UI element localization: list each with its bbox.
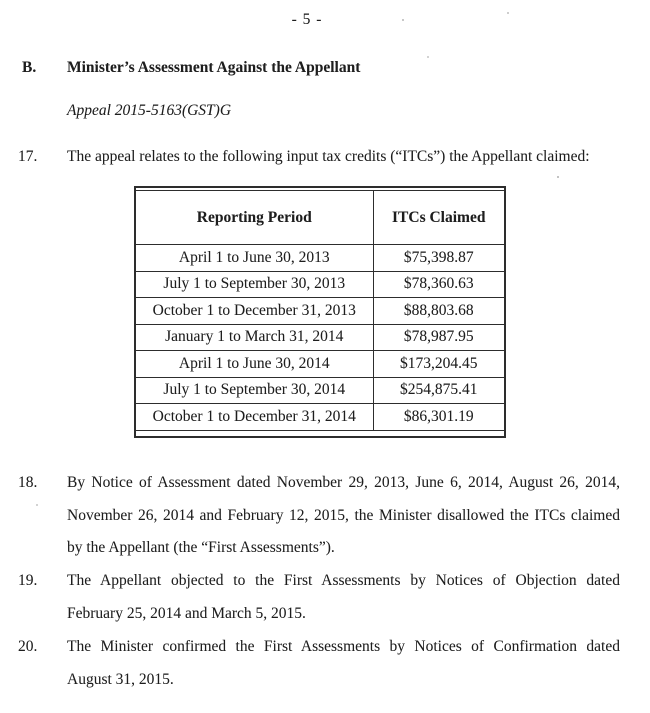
itcs-claimed-cell: $86,301.19	[373, 404, 504, 431]
itcs-claimed-cell: $173,204.45	[373, 351, 504, 378]
paragraph-18-body	[67, 467, 620, 565]
reporting-period-cell: October 1 to December 31, 2014	[136, 404, 373, 431]
column-header-reporting-period: Reporting Period	[136, 191, 373, 245]
table-row	[136, 245, 504, 272]
paragraph-20	[0, 631, 650, 696]
itcs-claimed-cell: $254,875.41	[373, 377, 504, 404]
paragraph-18-line: by the Appellant (the “First Assessments”).	[67, 539, 335, 557]
itc-claims-table-grid	[136, 190, 504, 431]
table-row	[136, 351, 504, 378]
paragraph-20-number: 20.	[18, 638, 38, 655]
table-row	[136, 271, 504, 298]
scan-speck	[427, 56, 429, 58]
paragraph-19-line: The Appellant objected to the First Assessments by Notices of Objection dated	[67, 572, 620, 589]
paragraph-18-line: November 26, 2014 and February 12, 2015, the Minister disallowed the ITCs claimed	[67, 506, 620, 524]
paragraph-20-line: The Minister confirmed the First Assessments by Notices of Confirmation dated	[67, 638, 620, 655]
paragraph-19-line: February 25, 2014 and March 5, 2015.	[67, 604, 306, 622]
paragraph-18-number: 18.	[18, 474, 38, 491]
paragraph-19	[0, 565, 650, 630]
scan-speck	[36, 504, 38, 506]
paragraph-18	[0, 467, 650, 565]
appeal-subtitle: Appeal 2015-5163(GST)G	[67, 102, 232, 119]
reporting-period-cell: October 1 to December 31, 2013	[136, 298, 373, 325]
paragraph-17-line: The appeal relates to the following input tax credits (“ITCs”) the Appellant claimed:	[67, 148, 590, 165]
table-row	[136, 324, 504, 351]
paragraph-17-number: 17.	[18, 148, 38, 165]
page-number: - 5 -	[291, 11, 323, 28]
reporting-period-cell: January 1 to March 31, 2014	[136, 324, 373, 351]
column-header-itcs-claimed: ITCs Claimed	[373, 191, 504, 245]
itcs-claimed-cell: $75,398.87	[373, 245, 504, 272]
scan-speck	[507, 12, 509, 14]
scan-speck	[557, 176, 559, 178]
reporting-period-cell: July 1 to September 30, 2013	[136, 271, 373, 298]
section-title: Minister’s Assessment Against the Appellant	[67, 59, 361, 76]
paragraph-20-body	[67, 631, 620, 696]
paragraph-19-number: 19.	[18, 572, 38, 589]
itcs-claimed-cell: $78,987.95	[373, 324, 504, 351]
section-letter: B.	[22, 59, 37, 76]
reporting-period-cell: April 1 to June 30, 2014	[136, 351, 373, 378]
paragraph-19-body	[67, 565, 620, 630]
table-header-row	[136, 191, 504, 245]
reporting-period-cell: July 1 to September 30, 2014	[136, 377, 373, 404]
paragraph-17	[0, 141, 650, 174]
table-row	[136, 404, 504, 431]
table-row	[136, 298, 504, 325]
itcs-claimed-cell: $88,803.68	[373, 298, 504, 325]
section-heading	[0, 58, 650, 78]
itc-claims-table	[134, 186, 506, 438]
scan-speck	[402, 19, 404, 21]
paragraph-20-line: August 31, 2015.	[67, 670, 174, 688]
itcs-claimed-cell: $78,360.63	[373, 271, 504, 298]
paragraph-17-body	[67, 141, 620, 174]
table-row	[136, 377, 504, 404]
paragraph-18-line: By Notice of Assessment dated November 29, 2013, June 6, 2014, August 26, 2014,	[67, 474, 620, 491]
reporting-period-cell: April 1 to June 30, 2013	[136, 245, 373, 272]
